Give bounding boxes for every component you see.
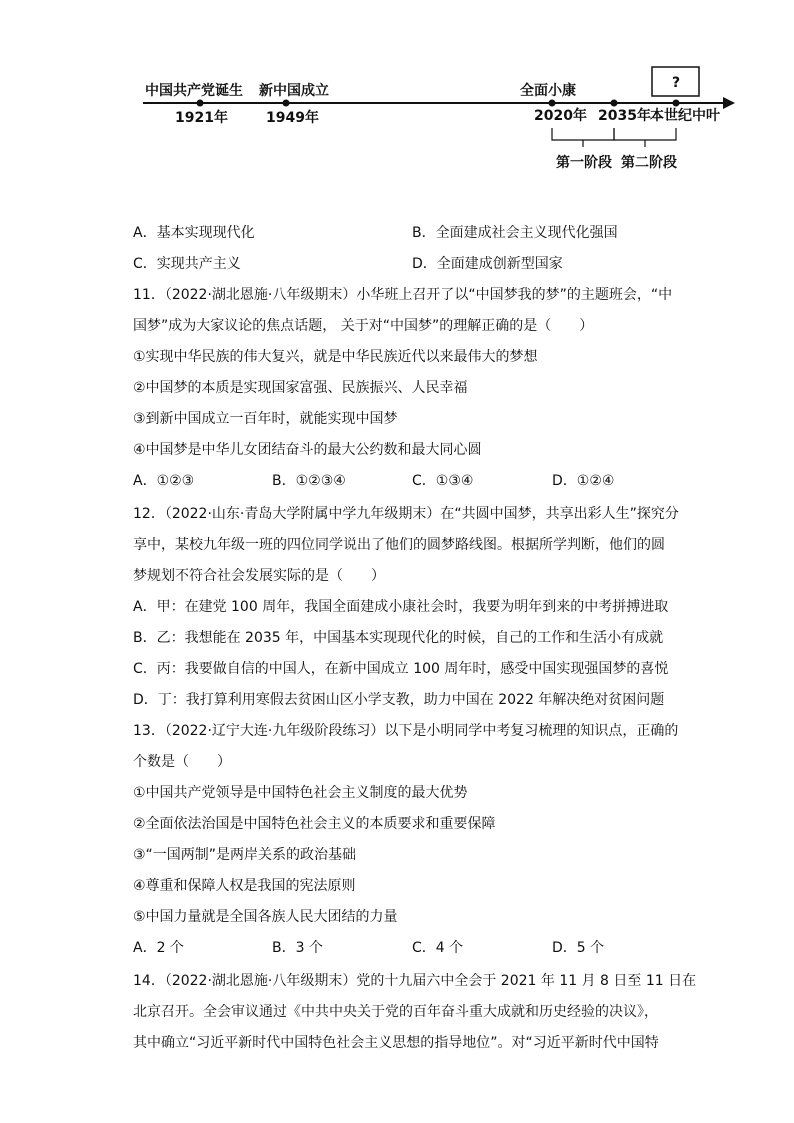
q13-option-d: D．5 个: [552, 940, 605, 956]
q11-stem-line-1: 11．（2022·湖北恩施·八年级期末）小华班上召开了以“中国梦我的梦”的主题班会，“中: [133, 287, 673, 303]
stage-2-label: 第二阶段: [621, 155, 677, 171]
q12-stem-line-2: 享中，某校九年级一班的四位同学说出了他们的圆梦路线图。根据所学判断，他们的圆: [133, 537, 665, 553]
timeline-dot-1921: [197, 100, 204, 107]
q11-item-4: ④中国梦是中华儿女团结奋斗的最大公约数和最大同心圆: [133, 442, 482, 458]
year-1921: 1921年: [175, 110, 228, 126]
q11-stem-line-2: 国梦”成为大家议论的焦点话题， 关于对“中国梦”的理解正确的是（ ）: [133, 318, 594, 334]
q13-option-c: C．4 个: [412, 940, 464, 956]
timeline-figure: [0, 0, 794, 200]
year-2035: 2035年: [598, 108, 651, 124]
q12-option-d: D．丁：我打算利用寒假去贫困山区小学支教，助力中国在 2022 年解决绝对贫困问题: [133, 692, 665, 708]
q13-item-2: ②全面依法治国是中国特色社会主义的本质要求和重要保障: [133, 816, 496, 832]
year-2020: 2020年: [534, 108, 587, 124]
year-1949: 1949年: [266, 110, 319, 126]
q12-option-c: C．丙：我要做自信的中国人，在新中国成立 100 周年时，感受中国实现强国梦的喜悦: [133, 661, 669, 677]
q12-option-a: A．甲：在建党 100 周年，我国全面建成小康社会时，我要为明年到来的中考拼搏进取: [133, 599, 669, 615]
event-2020: 全面小康: [520, 83, 576, 99]
q12-option-b: B．乙：我想能在 2035 年，中国基本实现现代化的时候，自己的工作和生活小有成就: [133, 630, 664, 646]
stage-1-label: 第一阶段: [556, 155, 612, 171]
q13-item-1: ①中国共产党领导是中国特色社会主义制度的最大优势: [133, 785, 468, 801]
unknown-box-mark: ?: [671, 75, 681, 91]
q13-item-5: ⑤中国力量就是全国各族人民大团结的力量: [133, 909, 398, 925]
q10-option-d: D．全面建成创新型国家: [412, 256, 563, 272]
q11-item-1: ①实现中华民族的伟大复兴，就是中华民族近代以来最伟大的梦想: [133, 349, 538, 365]
q10-option-b: B．全面建成社会主义现代化强国: [412, 225, 618, 241]
event-1949: 新中国成立: [259, 83, 329, 99]
stage-1-bracket: [552, 128, 614, 140]
q11-option-d: D．①②④: [552, 473, 615, 489]
q14-stem-line-3: 其中确立“习近平新时代中国特色社会主义思想的指导地位”。对“习近平新时代中国特: [133, 1035, 659, 1051]
q13-option-b: B．3 个: [272, 940, 323, 956]
event-1921: 中国共产党诞生: [145, 83, 243, 99]
q13-stem-line-1: 13．（2022·辽宁大连·九年级阶段练习）以下是小明同学中考复习梳理的知识点，正确的: [133, 723, 679, 739]
timeline-dot-midcentury: [673, 100, 680, 107]
q11-option-a: A．①②③: [133, 473, 195, 489]
q11-option-c: C．①③④: [412, 473, 474, 489]
q13-item-3: ③“一国两制”是两岸关系的政治基础: [133, 847, 357, 863]
q13-item-4: ④尊重和保障人权是我国的宪法原则: [133, 878, 356, 894]
timeline-dot-1949: [283, 100, 290, 107]
q11-option-b: B．①②③④: [272, 473, 346, 489]
q12-stem-line-3: 梦规划不符合社会发展实际的是（ ）: [133, 568, 385, 584]
q11-item-3: ③到新中国成立一百年时，就能实现中国梦: [133, 411, 398, 427]
q10-option-c: C．实现共产主义: [133, 256, 241, 272]
timeline-dot-2020: [549, 100, 556, 107]
timeline-arrow: [723, 97, 735, 109]
q10-option-a: A．基本实现现代化: [133, 225, 255, 241]
q13-option-a: A．2 个: [133, 940, 184, 956]
q14-stem-line-2: 北京召开。全会审议通过《中共中央关于党的百年奋斗重大成就和历史经验的决议》，: [133, 1004, 658, 1020]
q13-stem-line-2: 个数是（ ）: [133, 754, 231, 770]
q11-item-2: ②中国梦的本质是实现国家富强、民族振兴、人民幸福: [133, 380, 468, 396]
year-midcentury: 本世纪中叶: [650, 108, 720, 124]
timeline-dot-2035: [611, 100, 618, 107]
q14-stem-line-1: 14．（2022·湖北恩施·八年级期末）党的十九届六中全会于 2021 年 11 月 8 日至 11 日在: [133, 973, 697, 989]
q12-stem-line-1: 12．（2022·山东·青岛大学附属中学九年级期末）在“共圆中国梦，共享出彩人生”探究分: [133, 506, 679, 522]
stage-2-bracket: [614, 128, 676, 140]
